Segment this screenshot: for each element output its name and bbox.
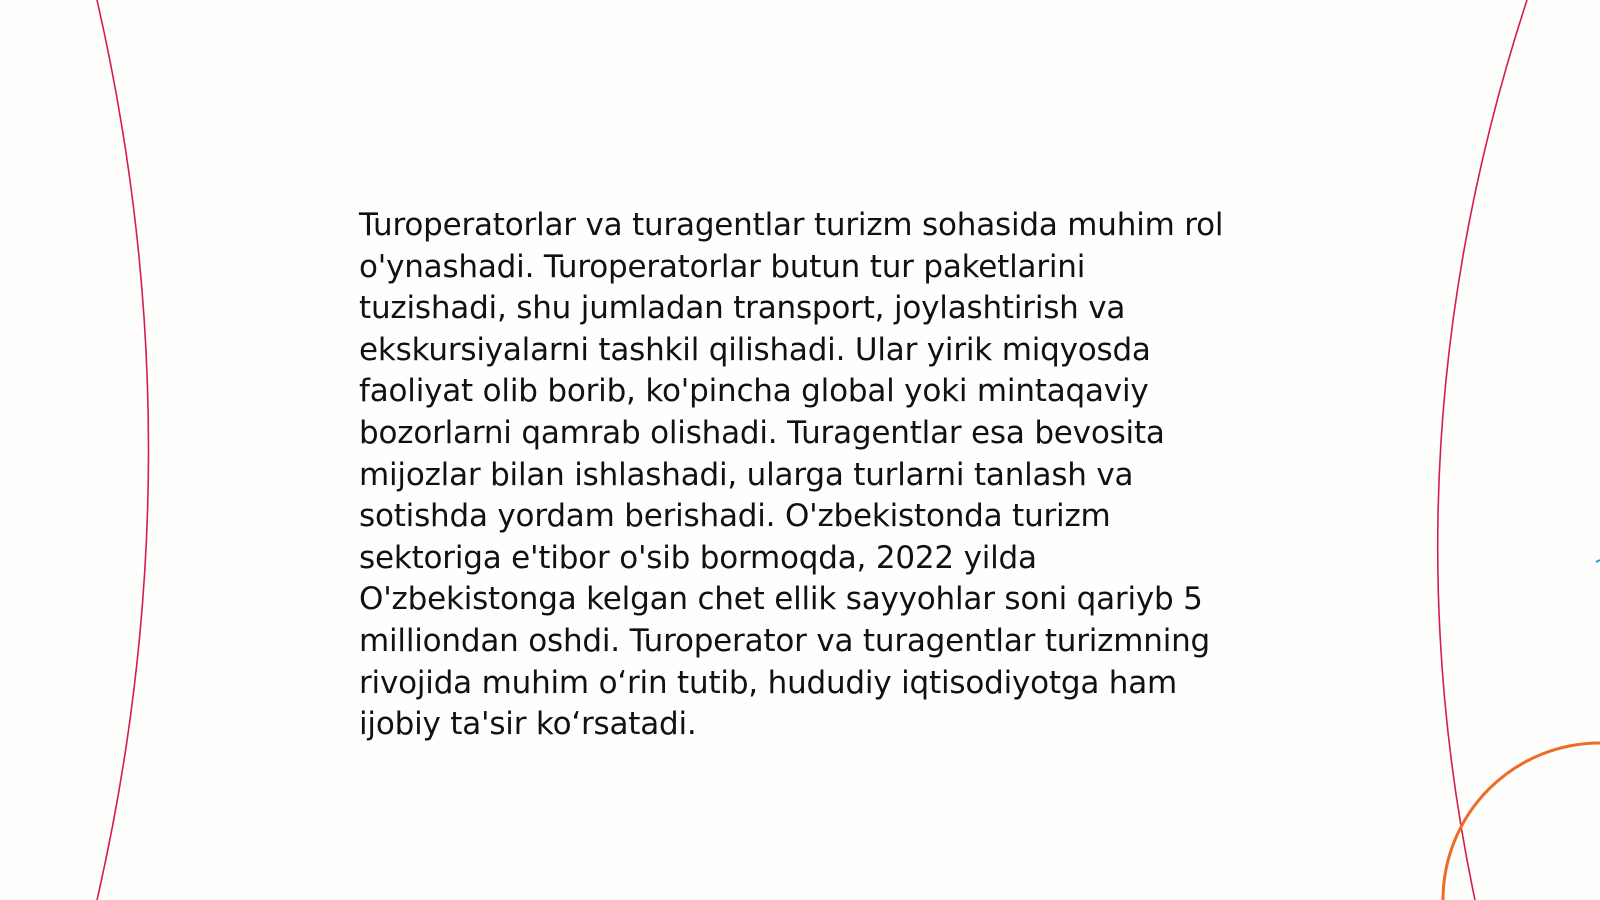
- right-arc-line: [1438, 0, 1527, 900]
- orange-ring: [1443, 743, 1600, 900]
- body-paragraph: Turoperatorlar va turagentlar turizm sohasida muhim rol o'ynashadi. Turoperatorlar butun tur paketlarini tuzishadi, shu jumladan transport, joylashtirish va ekskursiyalarni tashkil qilishadi. Ular yirik miqyosda faoliyat olib borib, ko'pincha global yoki mintaqaviy bozorlarni qamrab olishadi. Turagentlar esa bevosita mijozlar bilan ishlashadi, ularga turlarni tanlash va sotishda yordam berishadi. O'zbekistonda turizm sektoriga e'tibor o'sib bormoqda, 2022 yilda O'zbekistonga kelgan chet ellik sayyohlar soni qariyb 5 milliondan oshdi. Turoperator va turagentlar turizmning rivojida muhim o‘rin tutib, hududiy iqtisodiyotga ham ijobiy ta'sir ko‘rsatadi.: [359, 207, 1224, 743]
- left-arc-line: [97, 0, 149, 900]
- teal-accent-mark: [1596, 560, 1600, 562]
